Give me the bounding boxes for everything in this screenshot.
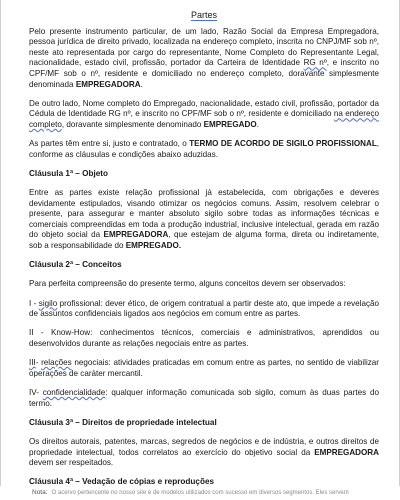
spellcheck-flag[interactable]: RG nº <box>303 58 327 68</box>
spellcheck-flag[interactable]: III <box>29 358 36 368</box>
definition-item-3: III- relações negociais: atividades praticadas em comum entre as partes, no sentido de viabilizar operações de caráter mercantil. <box>29 358 379 378</box>
paragraph-clause-1: Entre as partes existe relação profissional já estabelecida, com obrigações e deveres devidamente estipulados, visando otimizar os negócios comuns. Assim, resolvem celebrar o presente, para assegurar e manter absoluto sigilo sobre todas as informações técnicas e comerciais compreendidas em toda a produção industrial, inclusive intelectual, gerada em razão do objeto social da EMPREGADORA, que estejam de alguma forma, direta ou indiretamente, sob a responsabilidade do EMPREGADO. <box>29 188 380 251</box>
spellcheck-flag[interactable]: sigilo <box>38 298 58 308</box>
clause-heading-2: Cláusula 2ª – Conceitos <box>29 260 122 270</box>
spellcheck-flag[interactable]: relações <box>41 358 72 368</box>
paragraph-parties-employee: De outro lado, Nome completo do Empregado, nacionalidade, estado civil, profissão, portador da Cédula de Identidade RG nº, e inscrito no CPF/MF sob o nº, residente e domiciliado na endereço completo, doravante simplesmente denominado EMPREGADO. <box>29 98 379 129</box>
spellcheck-flag[interactable]: confidencialidade <box>42 387 106 397</box>
paragraph-agreement: As partes têm entre si, justo e contratado, o TERMO DE ACORDO DE SIGILO PROFISSIONAL, conforme as cláusulas e condições abaixo aduzidas. <box>29 139 380 159</box>
clause-heading-1: Cláusula 1ª – Objeto <box>29 168 109 178</box>
spellcheck-flag[interactable]: na endereço completo <box>29 109 379 129</box>
clause-heading-3: Cláusula 3ª – Direitos de propriedade intelectual <box>29 417 217 427</box>
paragraph-clause-3: Os direitos autorais, patentes, marcas, segredos de negócios e de indústria, e outros direitos de propriedade intelectual, todos correlatos ao exercício do objetivo social da EMPREGADORA devem ser respeitados. <box>29 436 379 468</box>
footer-note <box>0 486 400 500</box>
definition-item-2: II - Know-How: conhecimentos técnicos, comerciais e administrativos, aprendidos ou desenvolvidos durante as relações negociais entre as partes. <box>29 328 379 348</box>
paragraph-parties-employer: Pelo presente instrumento particular, de um lado, Razão Social da Empresa Empregadora, pessoa jurídica de direito privado, localizada na endereço completo, inscrita no CNPJ/MF sob nº, neste ato representada por cargo do representante, Nome Completo do Representante Legal, nacionalidade, estado civil, profissão, portador da Carteira de Identidade RG nº, e inscrito no CPF/MF sob o nº, residente e domiciliado no endereço completo, doravante simplesmente denominada EMPREGADORA. <box>29 26 379 89</box>
definition-item-4: IV- confidencialidade: qualquer informação comunicada sob sigilo, comum às duas partes do termo. <box>29 387 379 408</box>
paragraph-clause-2-intro: Para perfeita compreensão do presente termo, alguns conceitos devem ser observados: <box>29 279 346 289</box>
document-title: Partes <box>190 10 217 20</box>
clause-heading-4: Cláusula 4ª – Vedação de cópias e reproduções <box>29 477 215 487</box>
footer-note-text: O acervo pertencente no nosso site é de modelos utilizados com sucesso em diversos segmentos. Eles servem <box>51 490 349 496</box>
footer-note-label: Nota: <box>32 489 48 496</box>
definition-item-1: I - sigilo profissional: dever ético, de origem contratual a partir deste ato, que impede a revelação de assuntos confidenciais ligados aos negócios em comum entre as partes. <box>29 298 379 319</box>
